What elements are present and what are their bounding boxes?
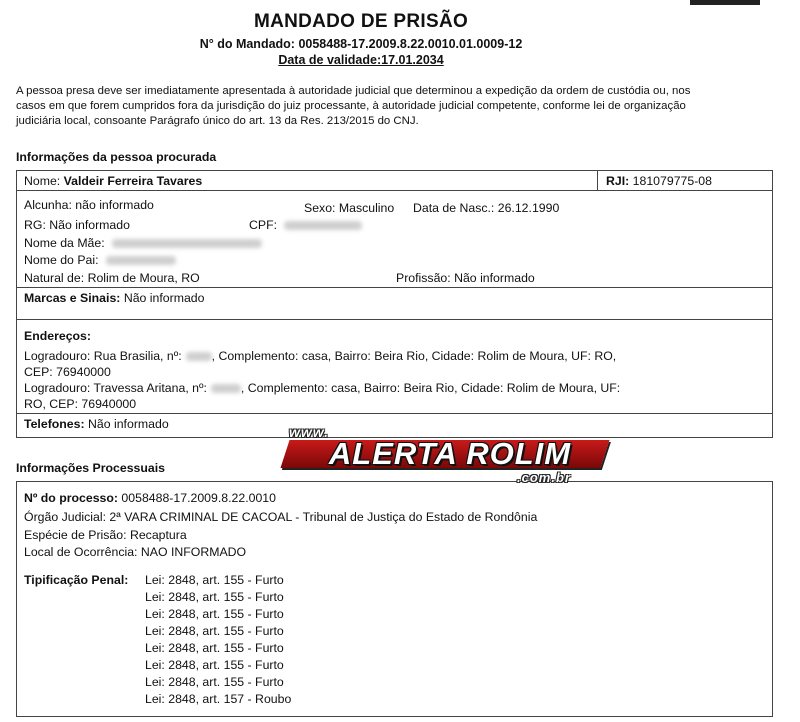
process-section-title: Informações Processuais [16,461,165,475]
redacted-mother-name [112,239,262,248]
intro-line: A pessoa presa deve ser imediatamente apresentada à autoridade judicial que determinou a expedição da ordem de custódia ou, nos [16,85,691,97]
person-name-label: Nome: [24,174,61,188]
warrant-number-label: N° do Mandado: [199,37,295,51]
person-section-title: Informações da pessoa procurada [16,150,217,164]
top-corner-mark [690,0,760,5]
birthplace: Natural de: Rolim de Moura, RO [24,271,200,285]
process-number: 0058488-17.2009.8.22.0010 [121,491,276,505]
rji-value: 181079775-08 [632,174,712,188]
profession: Profissão: Não informado [396,271,535,285]
redacted-number [186,352,212,361]
mother-row [24,236,262,250]
penal-typification-label: Tipificação Penal: [24,573,129,587]
warrant-number-value: 0058488-17.2009.8.22.0010.01.0009-12 [298,37,523,51]
birth-date: Data de Nasc.: 26.12.1990 [413,201,560,215]
watermark-www: www. [289,424,330,440]
intro-line: casos em que forem cumpridos fora da jurisdição do juiz processante, à autoridade judicial competente, conforme lei de organização [16,100,686,112]
arrest-type: Espécie de Prisão: Recaptura [24,528,187,542]
father-row [24,253,176,267]
penal-item: Lei: 2848, art. 155 - Furto [145,641,284,655]
address-1-line-1: Logradouro: Rua Brasilia, nº: , Complemento: casa, Bairro: Beira Rio, Cidade: Rolim de Moura, UF: RO, [24,349,617,363]
penal-item: Lei: 2848, art. 155 - Furto [145,675,284,689]
process-number-label: Nº do processo: [24,491,118,505]
divider [16,413,773,414]
marks-value: Não informado [123,291,205,305]
watermark-logo [285,424,620,492]
phones-value: Não informado [88,417,169,431]
intro-paragraph [16,84,756,129]
watermark-brand: ALERTA ROLIM [328,436,572,471]
cpf-label: CPF: [249,218,278,232]
court: Órgão Judicial: 2ª VARA CRIMINAL DE CACOAL - Tribunal de Justiça do Estado de Rondônia [24,510,538,524]
divider [16,190,773,191]
person-name: Valdeir Ferreira Tavares [63,174,203,188]
alias: Alcunha: não informado [24,198,154,212]
redacted-number [211,384,241,393]
process-number-row [24,491,276,505]
address-2-line-1: Logradouro: Travessa Aritana, nº: , Complemento: casa, Bairro: Beira Rio, Cidade: Rolim de Moura, UF: [24,381,621,395]
father-label: Nome do Pai: [24,253,99,267]
penal-item: Lei: 2848, art. 157 - Roubo [145,692,292,706]
mother-label: Nome da Mãe: [24,236,105,250]
rji-row [606,174,712,188]
watermark-domain: .com.br [517,470,571,485]
divider [16,287,773,288]
penal-item: Lei: 2848, art. 155 - Furto [145,624,284,638]
address-2-line-2: RO, CEP: 76940000 [24,397,137,411]
penal-item: Lei: 2848, art. 155 - Furto [145,590,284,604]
divider [16,319,773,320]
intro-line: judiciária local, consoante Parágrafo único do art. 13 da Res. 213/2015 do CNJ. [16,115,419,127]
phones-row [24,417,169,431]
rg: RG: Não informado [24,218,130,232]
redacted-cpf [284,221,362,230]
cpf-row [249,218,362,232]
penal-item: Lei: 2848, art. 155 - Furto [145,607,284,621]
rji-label: RJI: [606,174,630,188]
validity-date: Data de validade:17.01.2034 [278,53,444,67]
phones-label: Telefones: [24,417,85,431]
marks-label: Marcas e Sinais: [24,291,121,305]
address-1-line-2: CEP: 76940000 [24,365,111,379]
redacted-father-name [106,256,176,265]
sex: Sexo: Masculino [304,201,395,215]
marks-row [24,291,204,305]
person-name-row [24,174,202,188]
document-title: MANDADO DE PRISÃO [253,11,469,32]
addresses-label: Endereços: [24,329,91,343]
occurrence-place: Local de Ocorrência: NAO INFORMADO [24,545,247,559]
penal-item: Lei: 2848, art. 155 - Furto [145,573,284,587]
warrant-number [0,37,722,51]
penal-item: Lei: 2848, art. 155 - Furto [145,658,284,672]
divider [597,170,598,190]
